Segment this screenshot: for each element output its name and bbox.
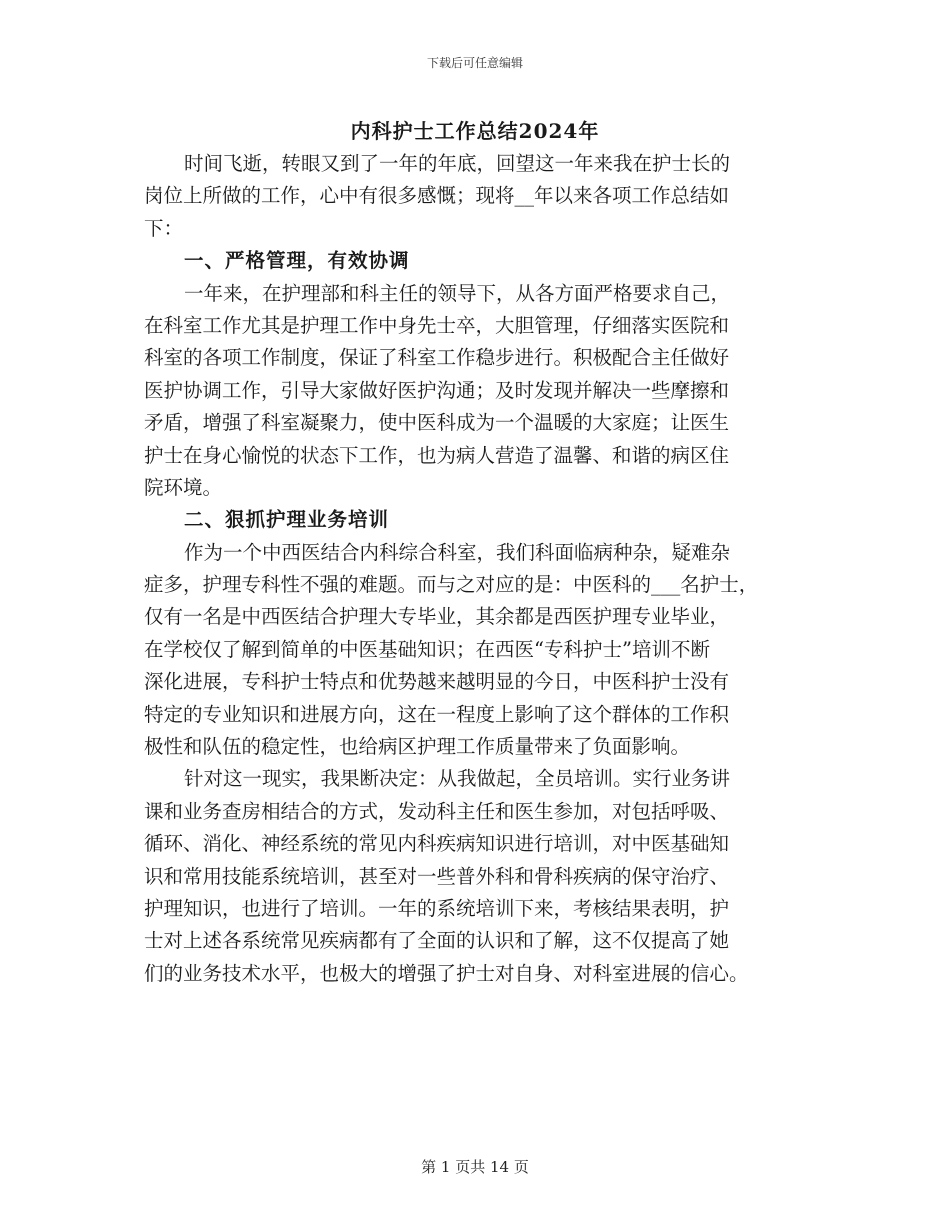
text-line: 极性和队伍的稳定性，也给病区护理工作质量带来了负面影响。 [144,735,691,759]
text-line: 医护协调工作，引导大家做好医护沟通；及时发现并解决一些摩擦和 [144,378,730,402]
text-line: 仅有一名是中西医结合护理大专毕业，其余都是西医护理专业毕业， [144,605,730,629]
header-note: 下载后可任意编辑 [426,56,523,70]
text-line: 士对上述各系统常见疾病都有了全面的认识和了解，这不仅提高了她 [144,929,730,953]
page-footer: 第 1 页共 14 页 [421,1158,529,1176]
text-line: 在学校仅了解到简单的中医基础知识；在西医“专科护士”培训不断 [144,637,710,661]
text-line: 针对这一现实，我果断决定：从我做起，全员培训。实行业务讲 [184,767,731,791]
text-line: 们的业务技术水平，也极大的增强了护士对自身、对科室进展的信心。 [144,961,749,985]
text-line: 循环、消化、神经系统的常见内科疾病知识进行培训，对中医基础知 [144,832,730,856]
text-line: 岗位上所做的工作，心中有很多感慨；现将__年以来各项工作总结如 [144,184,730,208]
text-line: 下： [144,216,184,240]
text-line: 作为一个中西医结合内科综合科室，我们科面临病种杂，疑难杂 [184,540,731,564]
text-line: 识和常用技能系统培训，甚至对一些普外科和骨科疾病的保守治疗、 [144,864,730,888]
document-title: 内科护士工作总结2024年 [350,119,600,143]
text-line: 护士在身心愉悦的状态下工作，也为病人营造了温馨、和谐的病区住 [144,443,730,467]
text-line: 在科室工作尤其是护理工作中身先士卒，大胆管理，仔细落实医院和 [144,313,730,337]
text-line: 一年来，在护理部和科主任的领导下，从各方面严格要求自己， [184,281,731,305]
document-body [144,148,824,990]
text-line: 科室的各项工作制度，保证了科室工作稳步进行。积极配合主任做好 [144,346,730,370]
text-line: 症多，护理专科性不强的难题。而与之对应的是：中医科的___名护士， [144,573,759,597]
text-line: 深化进展，专科护士特点和优势越来越明显的今日，中医科护士没有 [144,670,730,694]
text-line: 时间飞逝，转眼又到了一年的年底，回望这一年来我在护士长的 [184,152,731,175]
text-line: 院环境。 [144,475,223,499]
section-heading: 一、严格管理，有效协调 [184,249,410,273]
text-line: 矛盾，增强了科室凝聚力，使中医科成为一个温暖的大家庭；让医生 [144,411,730,435]
text-line: 课和业务查房相结合的方式，发动科主任和医生参加，对包括呼吸、 [144,799,730,823]
text-line: 护理知识，也进行了培训。一年的系统培训下来，考核结果表明，护 [144,896,730,920]
section-heading: 二、狠抓护理业务培训 [184,508,390,532]
text-line: 特定的专业知识和进展方向，这在一程度上影响了这个群体的工作积 [144,702,730,726]
